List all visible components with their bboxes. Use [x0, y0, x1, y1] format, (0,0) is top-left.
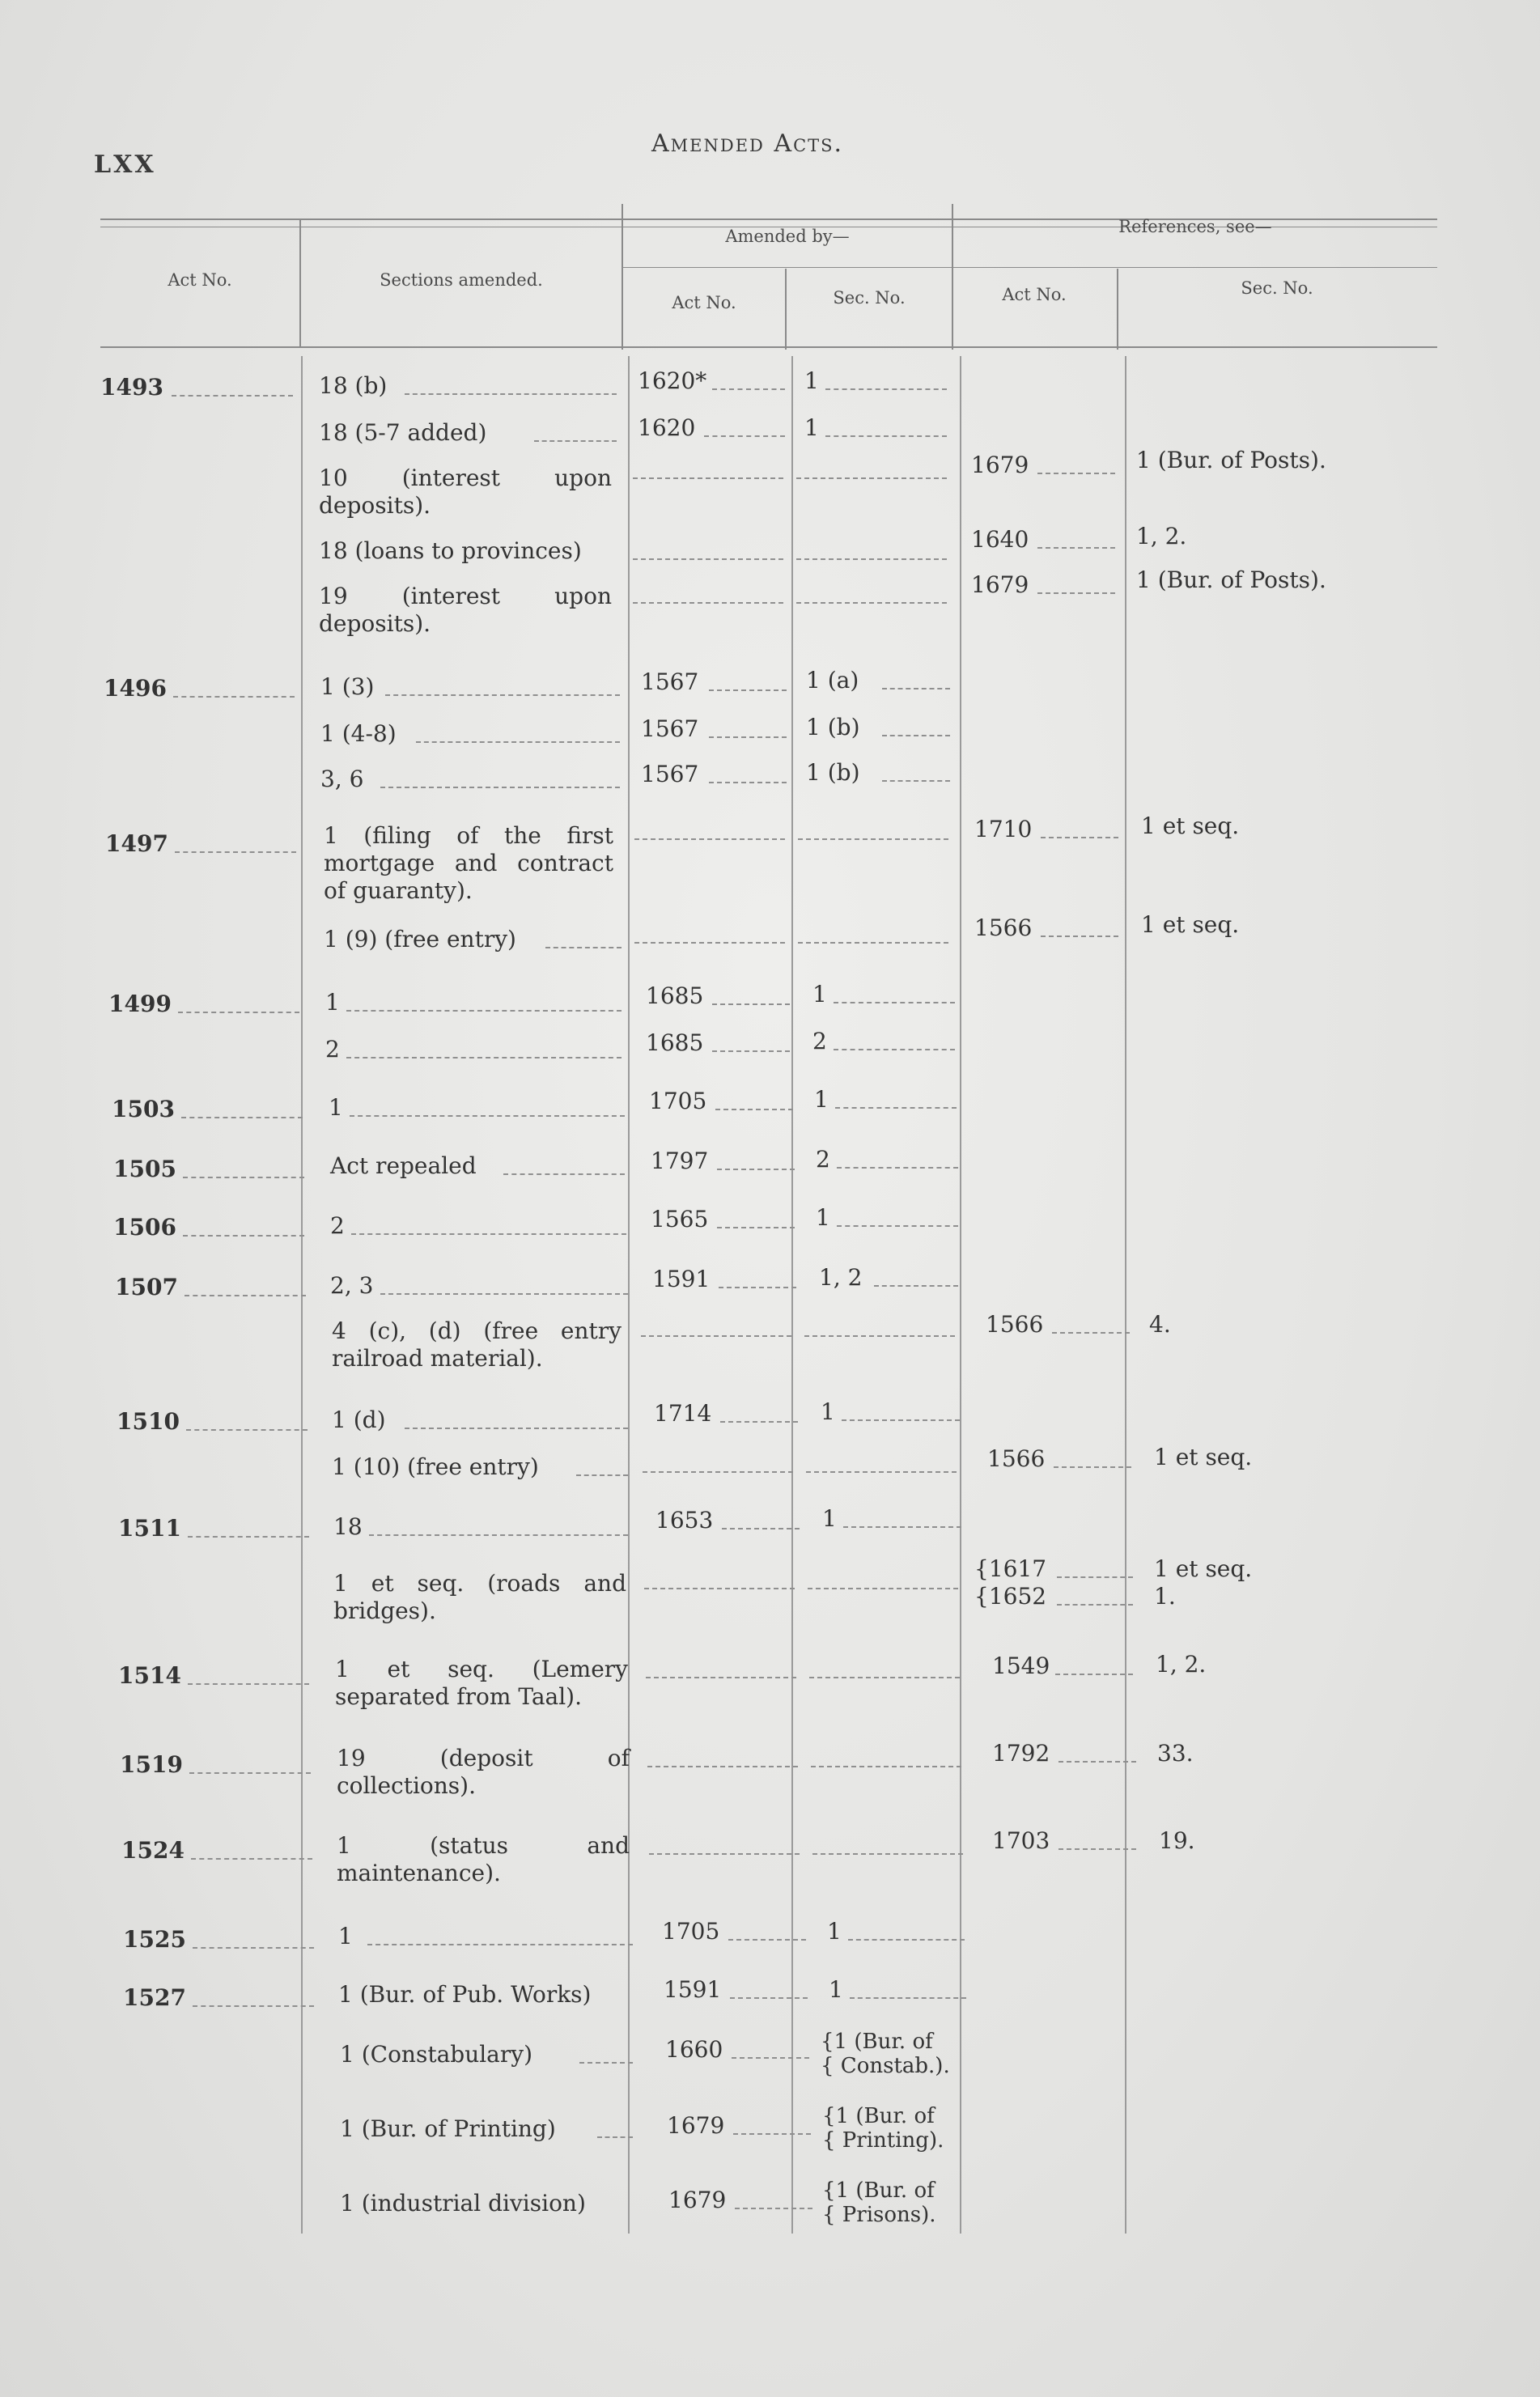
act-number: 1525 [123, 1926, 186, 1953]
col-rule-5-header [1117, 269, 1118, 350]
act-number: 1511 [118, 1515, 181, 1542]
section-amended: 1 (filing of the first mortgage and contract of guaranty). [324, 822, 613, 904]
section-amended: 1 (3) [320, 673, 375, 700]
amended-by-sec: {1 (Bur. of { Printing). [822, 2104, 944, 2153]
amended-by-sec: 1, 2 [819, 1264, 863, 1291]
amended-by-sec: 1 [822, 1505, 837, 1532]
amended-by-act: 1705 [662, 1918, 720, 1945]
section-amended: 1 (4-8) [320, 720, 397, 747]
section-amended: 1 (Constabulary) [340, 2041, 532, 2068]
act-number: 1506 [113, 1214, 176, 1241]
col-header-references: References, see— [1118, 217, 1272, 236]
amended-by-sec: 1 [804, 367, 819, 394]
amended-by-sec: 1 [821, 1398, 835, 1425]
act-number: 1497 [105, 830, 168, 857]
section-amended: Act repealed [330, 1152, 477, 1179]
reference-act: 1549 [992, 1652, 1050, 1679]
reference-sec: 33. [1157, 1740, 1194, 1767]
amended-by-sec: 1 [816, 1204, 830, 1231]
col-rule-3-header [785, 269, 787, 350]
section-amended: 18 (b) [319, 372, 388, 399]
reference-act: 1710 [974, 816, 1033, 842]
amended-by-act: 1705 [649, 1088, 707, 1114]
reference-sec: 1 (Bur. of Posts). [1136, 447, 1326, 473]
amended-by-act: 1620* [638, 367, 707, 394]
col-rule-5 [1125, 356, 1126, 2234]
amended-by-act: 1797 [651, 1148, 709, 1174]
col-header-references-act-no: Act No. [1002, 285, 1067, 304]
section-amended: 1 [338, 1923, 353, 1949]
act-number: 1493 [100, 374, 163, 401]
section-amended: 1 (Bur. of Printing) [340, 2115, 556, 2142]
amended-by-act: 1567 [641, 668, 699, 695]
reference-sec: 1, 2. [1136, 523, 1187, 549]
reference-sec: 1 et seq. 1. [1154, 1555, 1253, 1610]
amended-by-act: 1567 [641, 761, 699, 787]
reference-act: 1640 [971, 526, 1029, 553]
section-amended: 10 (interest upon deposits). [319, 465, 612, 519]
section-amended: 1 [329, 1094, 343, 1121]
amended-by-act: 1567 [641, 715, 699, 742]
act-number: 1499 [108, 991, 172, 1017]
amended-by-act: 1685 [646, 982, 704, 1009]
amended-by-act: 1591 [652, 1266, 711, 1292]
amended-by-act: 1653 [655, 1507, 714, 1534]
section-amended: 19 (interest upon deposits). [319, 583, 612, 637]
section-amended: 1 [325, 989, 340, 1016]
section-amended: 2, 3 [330, 1272, 374, 1299]
reference-act: 1566 [974, 914, 1033, 941]
col-header-act-no: Act No. [168, 270, 232, 290]
section-amended: 1 (10) (free entry) [332, 1453, 539, 1480]
col-header-references-sec-no: Sec. No. [1241, 278, 1313, 298]
amended-by-sec: 1 [804, 414, 819, 441]
section-amended: 18 (5-7 added) [319, 419, 487, 446]
reference-sec: 1, 2. [1156, 1651, 1207, 1678]
amended-by-sec: 1 [812, 981, 827, 1008]
section-amended: 1 (industrial division) [340, 2190, 586, 2217]
act-number: 1524 [121, 1837, 185, 1864]
section-amended: 1 (d) [332, 1406, 386, 1433]
act-number: 1496 [104, 675, 167, 702]
col-rule-1-header [299, 218, 301, 348]
act-number: 1505 [113, 1156, 176, 1182]
col-rule-2 [628, 356, 630, 2234]
amended-by-sec: 1 (a) [806, 667, 859, 694]
amended-by-sec: 1 (b) [806, 759, 860, 786]
col-header-amended-by-act-no: Act No. [672, 293, 736, 312]
section-amended: 1 et seq. (roads and bridges). [333, 1570, 626, 1624]
amended-by-act: 1679 [667, 2112, 725, 2139]
col-rule-4-header [952, 204, 953, 350]
section-amended: 3, 6 [320, 766, 364, 792]
reference-act: 1566 [986, 1311, 1044, 1338]
section-amended: 2 [325, 1036, 340, 1063]
reference-act: 1679 [971, 452, 1029, 478]
section-amended: 18 (loans to provinces) [319, 537, 582, 564]
amended-by-act: 1620 [638, 414, 696, 441]
reference-sec: 19. [1159, 1827, 1195, 1854]
amended-by-act: 1714 [654, 1400, 712, 1427]
page-title: Amended Acts. [651, 129, 844, 158]
act-number: 1510 [117, 1408, 180, 1435]
reference-sec: 1 et seq. [1154, 1444, 1253, 1470]
section-amended: 1 (status and maintenance). [337, 1832, 630, 1886]
amended-by-sec: 1 (b) [806, 714, 860, 740]
reference-sec: 4. [1149, 1311, 1171, 1338]
reference-act: 1792 [992, 1740, 1050, 1767]
reference-sec: 1 et seq. [1141, 812, 1240, 839]
amended-by-act: 1660 [665, 2036, 723, 2063]
reference-act: 1679 [971, 571, 1029, 598]
act-number: 1514 [118, 1662, 181, 1689]
col-rule-4 [960, 356, 961, 2234]
amended-by-sec: 1 [827, 1918, 842, 1945]
amended-by-sec: 2 [812, 1028, 827, 1054]
section-amended: 4 (c), (d) (free entry railroad material). [332, 1317, 622, 1372]
amended-by-sec: 1 [829, 1976, 843, 2003]
amended-by-act: 1679 [668, 2187, 727, 2213]
section-amended: 1 et seq. (Lemery separated from Taal). [335, 1656, 628, 1710]
act-number: 1519 [120, 1751, 183, 1778]
reference-act: {1617 {1652 [974, 1555, 1047, 1610]
section-amended: 1 (Bur. of Pub. Works) [338, 1981, 592, 2008]
amended-by-sec: {1 (Bur. of { Constab.). [821, 2030, 950, 2078]
reference-act: 1566 [987, 1445, 1046, 1472]
act-number: 1527 [123, 1984, 186, 2011]
section-amended: 18 [333, 1513, 363, 1540]
section-amended: 1 (9) (free entry) [324, 926, 516, 952]
act-number: 1503 [112, 1096, 175, 1122]
amended-by-act: 1591 [664, 1976, 722, 2003]
col-header-amended-by: Amended by— [725, 227, 850, 246]
amended-by-sec: {1 (Bur. of { Prisons). [822, 2179, 936, 2227]
page-number: LXX [94, 151, 156, 179]
reference-sec: 1 et seq. [1141, 911, 1240, 938]
reference-act: 1703 [992, 1827, 1050, 1854]
subheader-rule [623, 267, 1437, 268]
section-amended: 2 [330, 1212, 345, 1239]
amended-by-sec: 2 [816, 1146, 830, 1173]
reference-sec: 1 (Bur. of Posts). [1136, 566, 1326, 593]
amended-by-sec: 1 [814, 1086, 829, 1113]
col-rule-3 [791, 356, 793, 2234]
amended-by-act: 1565 [651, 1206, 709, 1232]
col-header-amended-by-sec-no: Sec. No. [833, 288, 906, 308]
col-header-sections-amended: Sections amended. [380, 270, 543, 290]
section-amended: 19 (deposit of collections). [337, 1745, 630, 1799]
amended-by-act: 1685 [646, 1029, 704, 1056]
act-number: 1507 [115, 1274, 178, 1300]
col-rule-2-header [622, 204, 623, 350]
